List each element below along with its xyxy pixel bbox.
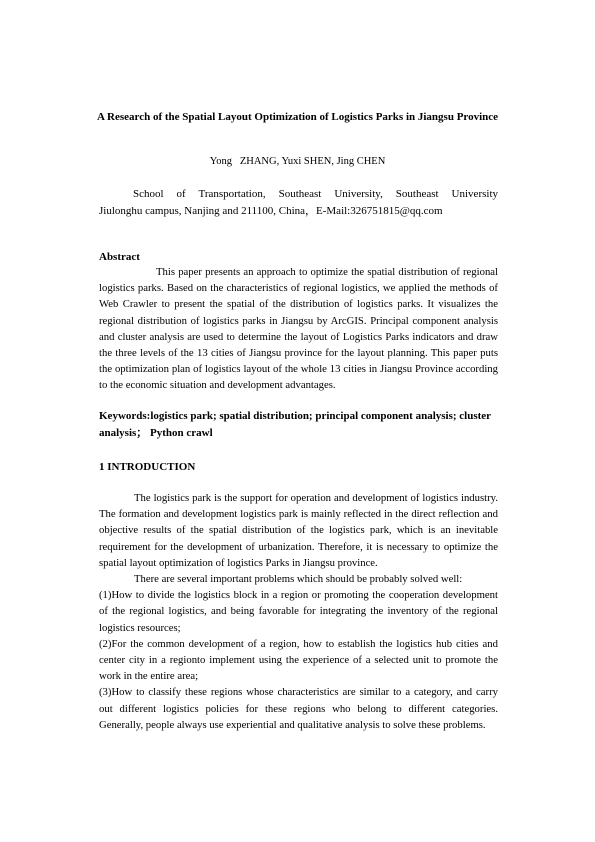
paragraph: The logistics park is the support for operation and development of logistics industry. The formation and development logistics park is mainly reflected in the direct reflection and objective results of the spatial distribution of the logistics park, which is an inevitable requirement for the development of urbanization. Therefore, it is necessary to optimize the spatial layout optimization of logistics Parks in Jiangsu province. [99,492,498,569]
keywords: Keywords:logistics park; spatial distribution; principal component analysis; cluster analysis； Python crawl [99,410,491,439]
paragraph: There are several important problems which should be probably solved well: [134,573,463,586]
paragraph: (3)How to classify these regions whose characteristics are similar to a category, and carry out different logistics policies for these regions who belong to different categories. Generally, people always use experiential and qualitative analysis to solve these problems. [99,686,498,731]
paper-title: A Research of the Spatial Layout Optimization of Logistics Parks in Jiangsu Province [96,111,499,123]
paragraph: (2)For the common development of a region, how to establish the logistics hub cities and center city in a regionto implement using the experience of a selected unit to promote the work in the entire area; [99,637,498,683]
affiliation-line-1: School of Transportation, Southeast University, Southeast University [133,188,498,200]
affiliation-line-2: Jiulonghu campus, Nanjing and 211100, China，E-Mail:326751815@qq.com [99,205,443,217]
paragraph: (1)How to divide the logistics block in a region or promoting the cooperation development of the regional logistics, and being favorable for integrating the inventory of the regional logistics resources; [99,589,498,634]
abstract-text: This paper presents an approach to optimize the spatial distribution of regional logistics parks. Based on the characteristics of regional logistics, we applied the methods of Web Crawler to present the spatial of the distribution of logistics parks. It visualizes the regional distribution of logistics parks in Jiangsu by ArcGIS. Principal component analysis and cluster analysis are used to determine the layout of Logistics Parks indicators and draw the three levels of the 13 cities of Jiangsu province for the layout planning. This paper puts the optimization plan of logistics layout of the whole 13 cities in Jiangsu Province according to the economic situation and development advantages. [99,266,498,392]
affiliation [99,186,498,220]
introduction-body [99,490,498,733]
section-heading-introduction: 1 INTRODUCTION [99,461,196,473]
abstract-heading: Abstract [99,251,140,263]
author-list: Yong ZHANG, Yuxi SHEN, Jing CHEN [209,156,386,167]
